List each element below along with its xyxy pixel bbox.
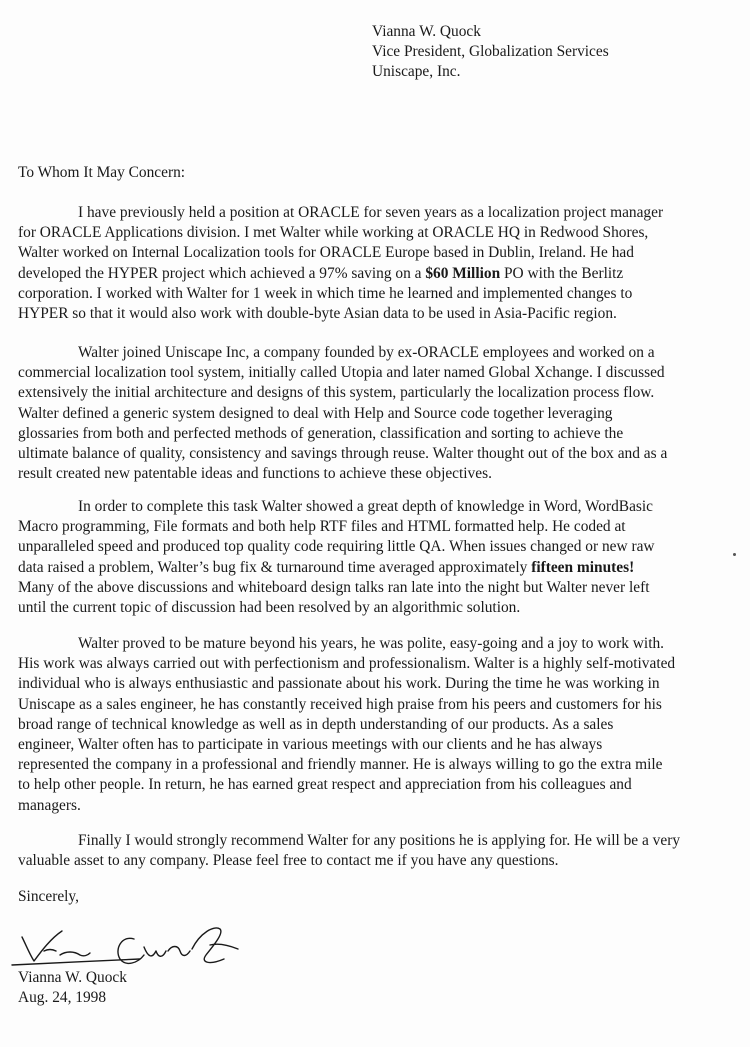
paragraph-line: Walter joined Uniscape Inc, a company founded by ex-ORACLE employees and worked on a bbox=[78, 344, 655, 361]
paragraph-line: result created new patentable ideas and functions to achieve these objectives. bbox=[18, 465, 492, 483]
paragraph-line: to help other people. In return, he has earned great respect and appreciation from his colleagues and bbox=[18, 776, 632, 794]
handwritten-signature bbox=[10, 915, 250, 975]
paragraph-line: broad range of technical knowledge as well as in depth understanding of our products. As a sales bbox=[18, 715, 614, 733]
paragraph-line: until the current topic of discussion had been resolved by an algorithmic solution. bbox=[18, 599, 521, 617]
paragraph-line: I have previously held a position at ORACLE for seven years as a localization project manager bbox=[78, 204, 664, 221]
paragraph-line: His work was always carried out with perfectionism and professionalism. Walter is a highly self-motivated bbox=[18, 655, 676, 673]
text-run: data raised a problem, Walter’s bug fix & turnaround time averaged approximately bbox=[18, 558, 532, 576]
paragraph-1 bbox=[18, 203, 734, 324]
paragraph-line: ultimate balance of quality, consistency and savings through reuse. Walter thought out of the box and as a bbox=[18, 445, 668, 463]
salutation: To Whom It May Concern: bbox=[18, 164, 186, 181]
paragraph-line: Finally I would strongly recommend Walter for any positions he is applying for. He will be a very bbox=[78, 832, 681, 849]
text-run: developed the HYPER project which achieved a 97% saving on a bbox=[18, 264, 426, 282]
sender-title: Vice President, Globalization Services bbox=[372, 43, 609, 60]
paragraph-line: corporation. I worked with Walter for 1 week in which time he learned and implemented changes to bbox=[18, 284, 633, 302]
paragraph-line: extensively the initial architecture and designs of this system, particularly the localization process flow. bbox=[18, 384, 655, 402]
sender-name: Vianna W. Quock bbox=[372, 23, 481, 40]
sender-company: Uniscape, Inc. bbox=[372, 63, 461, 80]
paragraph-line: represented the company in a professional and friendly manner. He is always willing to go the extra mile bbox=[18, 756, 663, 774]
paragraph-line: Uniscape as a sales engineer, he has constantly received high praise from his peers and customers for his bbox=[18, 695, 662, 713]
paragraph-2 bbox=[18, 343, 734, 484]
text-run: PO with the Berlitz bbox=[500, 264, 624, 282]
emphasis-duration: fifteen minutes! bbox=[531, 558, 635, 576]
signature-date: Aug. 24, 1998 bbox=[18, 989, 107, 1006]
paragraph-line: valuable asset to any company. Please feel free to contact me if you have any questions. bbox=[18, 852, 559, 870]
paragraph-line: commercial localization tool system, initially called Utopia and later named Global Xchange. I discussed bbox=[18, 364, 665, 382]
paragraph-line: unparalleled speed and produced top quality code requiring little QA. When issues changed or new raw bbox=[18, 538, 655, 556]
sender-block bbox=[372, 22, 609, 82]
paragraph-line bbox=[18, 264, 734, 284]
paragraph-line: Macro programming, File formats and both help RTF files and HTML formatted help. He coded at bbox=[18, 518, 626, 536]
emphasis-amount: $60 Million bbox=[425, 264, 501, 282]
paragraph-line: Walter defined a generic system designed to deal with Help and Source code together leveraging bbox=[18, 404, 613, 422]
paragraph-3 bbox=[18, 497, 734, 618]
paragraph-line: managers. bbox=[18, 796, 81, 814]
signature-name: Vianna W. Quock bbox=[18, 969, 127, 986]
paragraph-line: for ORACLE Applications division. I met Walter while working at ORACLE HQ in Redwood Shores, bbox=[18, 224, 649, 242]
paragraph-line: engineer, Walter often has to participate in various meetings with our clients and he has always bbox=[18, 736, 603, 754]
scan-speck bbox=[733, 553, 736, 556]
paragraph-line: In order to complete this task Walter showed a great depth of knowledge in Word, WordBasic bbox=[78, 498, 653, 515]
paragraph-line bbox=[18, 558, 734, 578]
paragraph-line: glossaries from both and perfected methods of generation, classification and sorting to achieve the bbox=[18, 424, 624, 442]
paragraph-line: Walter proved to be mature beyond his years, he was polite, easy-going and a joy to work with. bbox=[78, 635, 665, 652]
closing: Sincerely, bbox=[18, 888, 79, 905]
paragraph-line: Walter worked on Internal Localization tools for ORACLE Europe based in Dublin, Ireland. He had bbox=[18, 244, 634, 262]
paragraph-line: Many of the above discussions and whiteboard design talks ran late into the night but Walter never left bbox=[18, 578, 650, 596]
paragraph-4 bbox=[18, 634, 734, 816]
paragraph-5 bbox=[18, 831, 734, 871]
paragraph-line: HYPER so that it would also work with double-byte Asian data to be used in Asia-Pacific region. bbox=[18, 305, 617, 323]
paragraph-line: individual who is always enthusiastic and passionate about his work. During the time he was working in bbox=[18, 675, 660, 693]
